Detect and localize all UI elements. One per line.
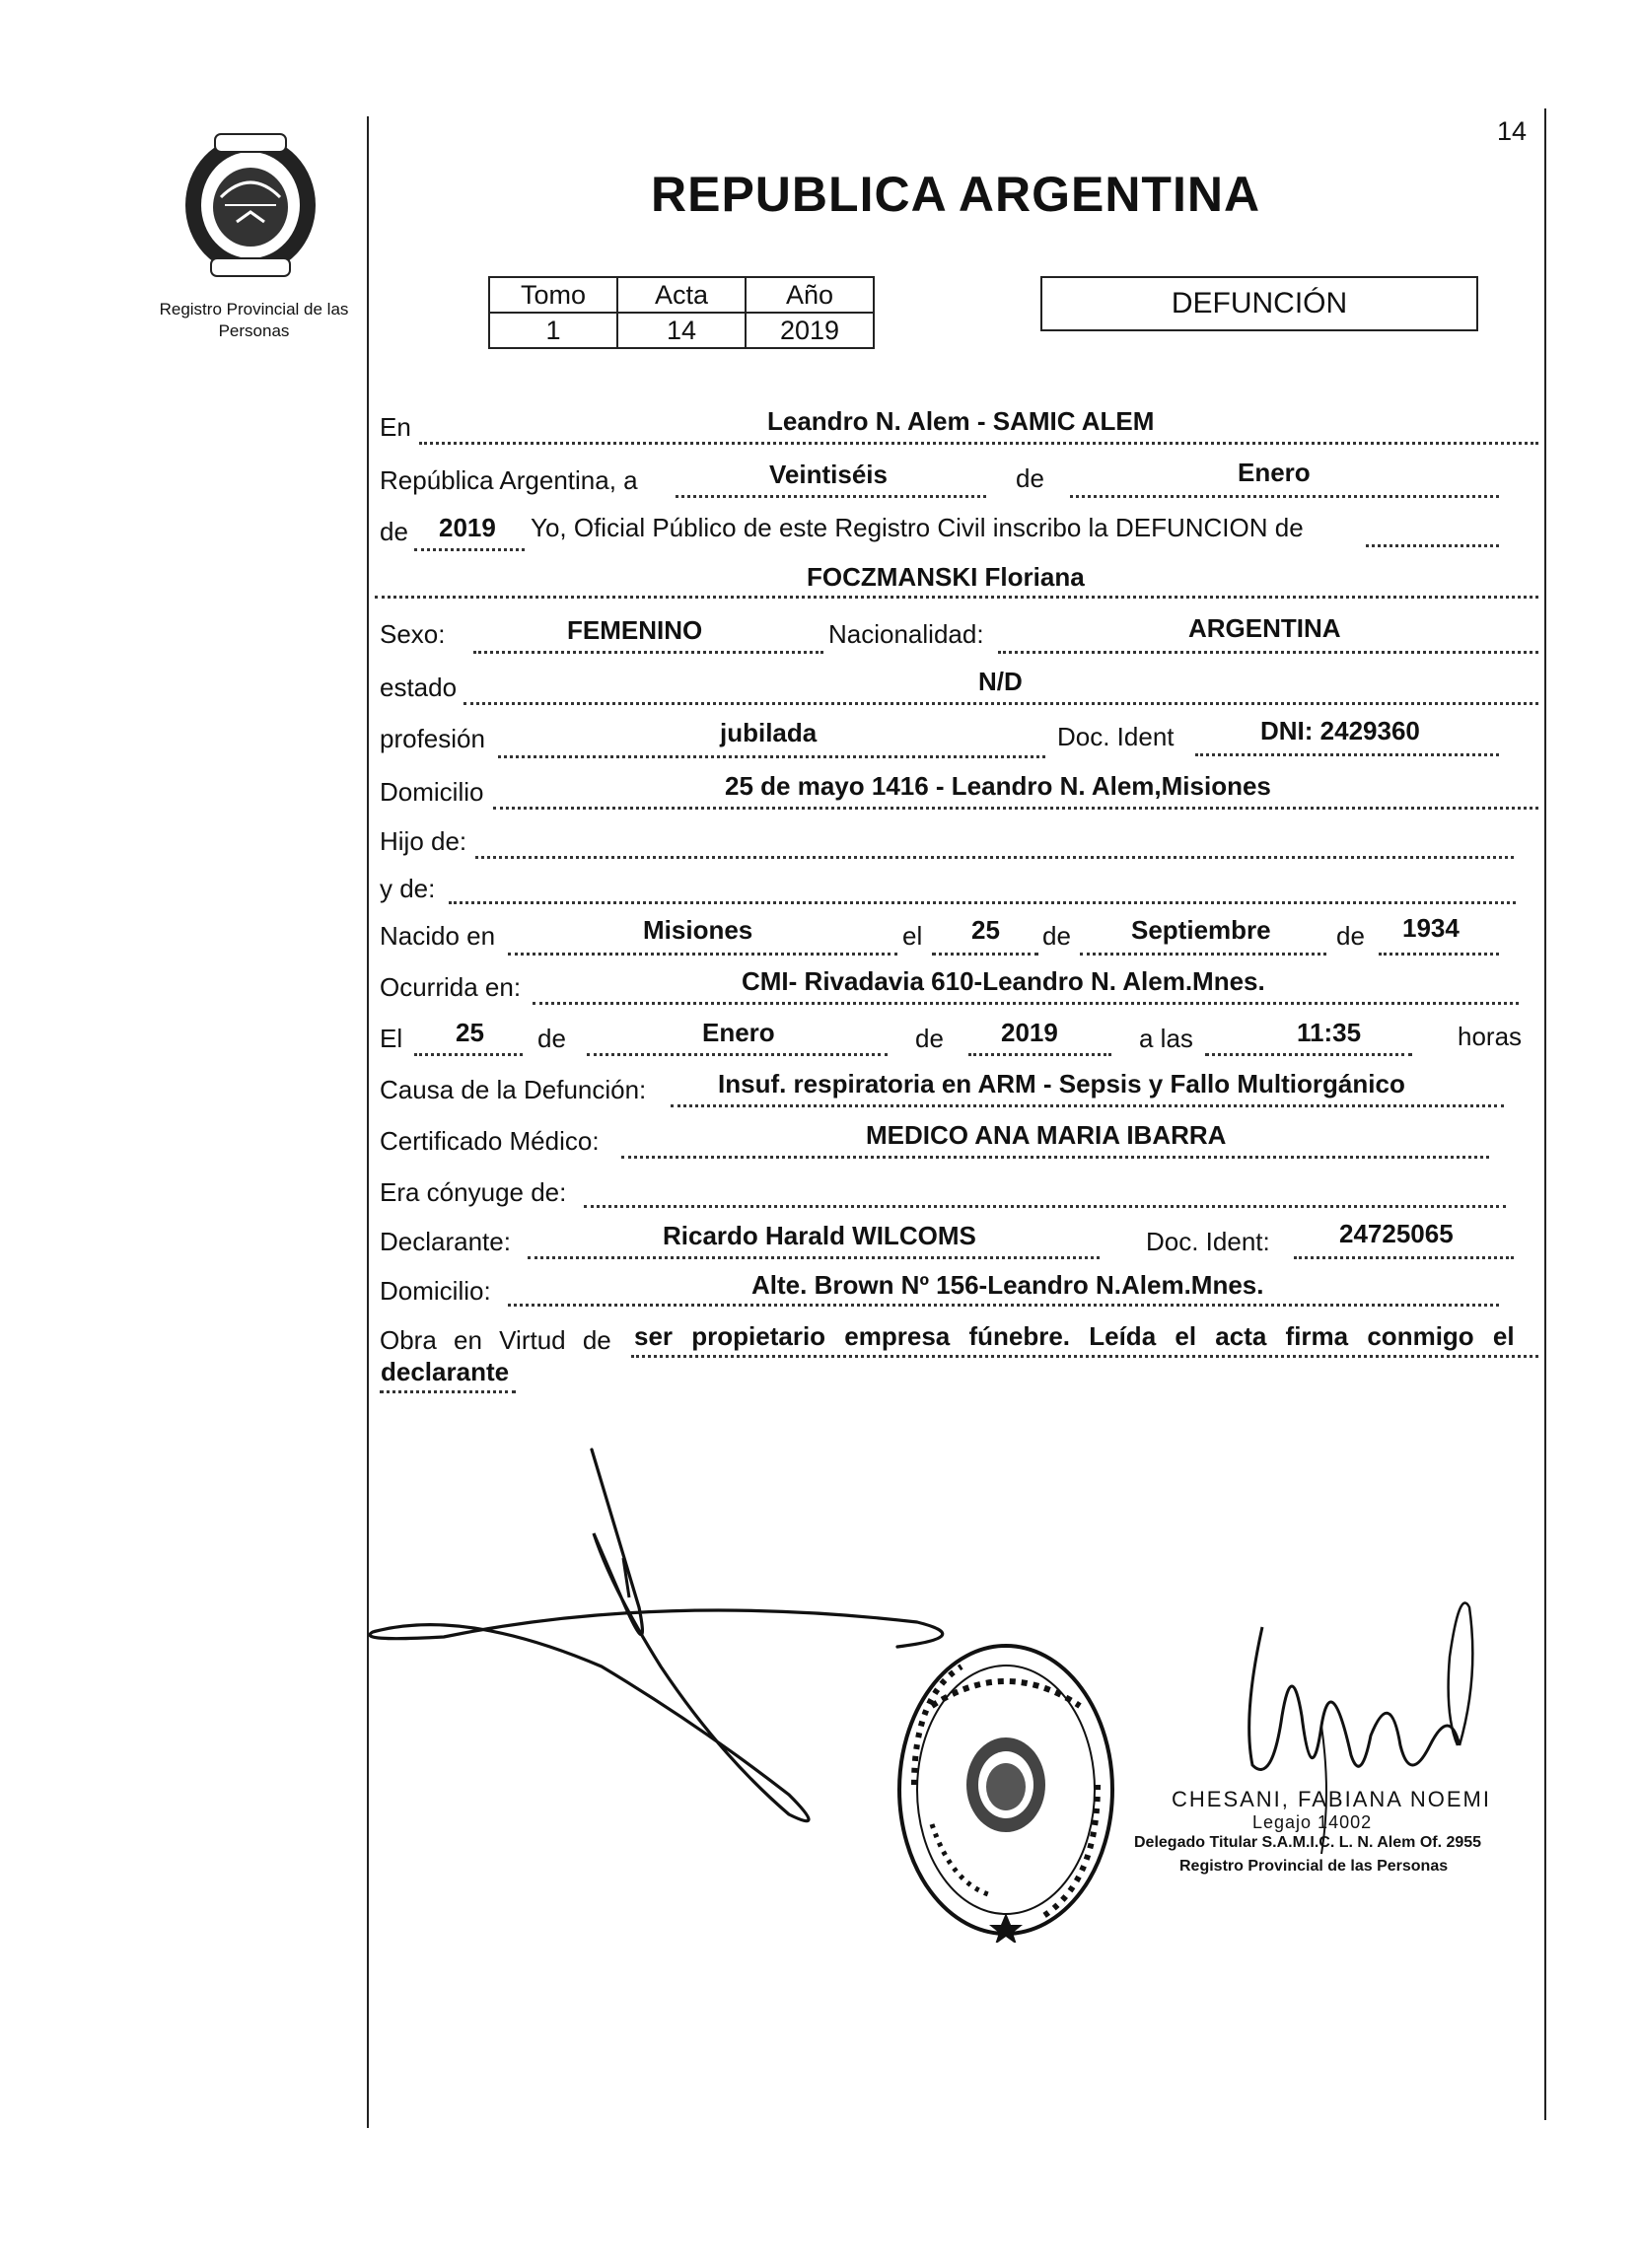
right-margin-line [1544, 108, 1546, 2120]
sexo-value: FEMENINO [567, 615, 703, 645]
el-label: el [902, 921, 923, 951]
dia-texto-value: Veintiséis [769, 460, 888, 489]
nacido-en-value: Misiones [643, 915, 753, 945]
nombre-value: FOCZMANSKI Floriana [807, 562, 1085, 592]
y-de-label: y de: [380, 874, 436, 903]
nacido-anio-line [1379, 953, 1499, 956]
officer-registro: Registro Provincial de las Personas [1179, 1858, 1449, 1875]
obra-line-2 [380, 1390, 516, 1393]
hijo-de-line [475, 856, 1514, 859]
estado-value: N/D [978, 667, 1023, 696]
obra-label: Obra en Virtud de [380, 1325, 611, 1355]
fall-hora-line [1205, 1053, 1412, 1056]
conyuge-line [584, 1205, 1506, 1208]
el-cap-label: El [380, 1024, 403, 1053]
acta-table [488, 276, 875, 349]
fall-mes-line [587, 1053, 888, 1056]
doc-ident-label: Doc. Ident [1057, 722, 1175, 751]
declarante-line [528, 1256, 1100, 1259]
doc-value: DNI: 2429360 [1260, 716, 1420, 745]
tomo-value: 1 [489, 313, 617, 348]
sexo-label: Sexo: [380, 619, 446, 649]
en-label: En [380, 412, 411, 442]
y-de-line [449, 901, 1516, 904]
de-label-6: de [915, 1024, 944, 1053]
officer-name: CHESANI, FABIANA NOEMI [1172, 1787, 1491, 1811]
yo-end-line [1366, 544, 1499, 547]
doc-line [1195, 753, 1499, 756]
nacido-anio-value: 1934 [1402, 913, 1460, 943]
estado-label: estado [380, 673, 458, 702]
domicilio-declarante-value: Alte. Brown Nº 156-Leandro N.Alem.Mnes. [751, 1270, 1264, 1300]
ocurrida-en-label: Ocurrida en: [380, 972, 522, 1002]
certificado-value: MEDICO ANA MARIA IBARRA [866, 1120, 1227, 1150]
nacido-en-line [508, 953, 897, 956]
declarant-signature [365, 1440, 976, 1844]
doc-declarante-line [1294, 1256, 1514, 1259]
mes-value: Enero [1238, 458, 1311, 487]
acta-header: Acta [617, 277, 746, 313]
anio-value: 2019 [746, 313, 874, 348]
nacionalidad-label: Nacionalidad: [828, 619, 984, 649]
de-label-2: de [380, 517, 408, 546]
horas-label: horas [1458, 1022, 1523, 1051]
fall-dia-value: 25 [456, 1018, 484, 1047]
domicilio-declarante-line [508, 1304, 1499, 1307]
hijo-de-label: Hijo de: [380, 826, 467, 856]
document-title: REPUBLICA ARGENTINA [651, 167, 1261, 222]
causa-line [671, 1104, 1504, 1107]
page-number: 14 [1497, 116, 1528, 146]
causa-value: Insuf. respiratoria en ARM - Sepsis y Fallo Multiorgánico [718, 1069, 1405, 1099]
registro-provincial-label: Registro Provincial de las Personas [159, 300, 349, 340]
en-line [419, 442, 1538, 445]
officer-delegado: Delegado Titular S.A.M.I.C. L. N. Alem Of. 2955 [1134, 1834, 1482, 1851]
domicilio-2-label: Domicilio: [380, 1276, 491, 1306]
de-label-3: de [1042, 921, 1071, 951]
ocurrida-en-value: CMI- Rivadavia 610-Leandro N. Alem.Mnes. [742, 966, 1265, 996]
profesion-line [498, 755, 1045, 758]
obra-value-line2: declarante [381, 1357, 510, 1386]
tipo-acta-box: DEFUNCIÓN [1040, 276, 1478, 331]
de-label-1: de [1016, 463, 1044, 493]
a-las-label: a las [1139, 1024, 1193, 1053]
nacionalidad-line [998, 651, 1538, 654]
domicilio-label: Domicilio [380, 777, 484, 807]
acta-value: 14 [617, 313, 746, 348]
estado-line [463, 702, 1538, 705]
oficial-publico-text: Yo, Oficial Público de este Registro Civil inscribo la DEFUNCION de [531, 513, 1304, 542]
doc-ident-2-label: Doc. Ident: [1146, 1227, 1270, 1256]
republica-label: República Argentina, a [380, 465, 638, 495]
causa-label: Causa de la Defunción: [380, 1075, 647, 1104]
domicilio-line [493, 807, 1538, 810]
fall-anio-line [968, 1053, 1111, 1056]
obra-line-1 [631, 1355, 1538, 1358]
certificado-line [621, 1156, 1489, 1159]
fall-hora-value: 11:35 [1297, 1018, 1362, 1047]
nacionalidad-value: ARGENTINA [1188, 613, 1341, 643]
obra-value-line1: ser propietario empresa fúnebre. Leída el acta firma conmigo el [634, 1321, 1515, 1351]
domicilio-value: 25 de mayo 1416 - Leandro N. Alem,Misiones [725, 771, 1271, 801]
nacido-mes-value: Septiembre [1131, 915, 1271, 945]
ocurrida-en-line [533, 1002, 1519, 1005]
sexo-line [473, 651, 823, 654]
de-label-5: de [537, 1024, 566, 1053]
nacido-dia-value: 25 [971, 915, 1000, 945]
province-coat-of-arms-logo [178, 128, 323, 281]
nacido-en-label: Nacido en [380, 921, 496, 951]
anio-value: 2019 [439, 513, 496, 542]
fall-mes-value: Enero [702, 1018, 775, 1047]
nombre-line [375, 596, 1538, 599]
declarante-label: Declarante: [380, 1227, 511, 1256]
fall-dia-line [414, 1053, 523, 1056]
officer-legajo: Legajo 14002 [1252, 1812, 1373, 1832]
anio-header: Año [746, 277, 874, 313]
nacido-dia-line [932, 953, 1038, 956]
certificado-label: Certificado Médico: [380, 1126, 600, 1156]
de-label-4: de [1336, 921, 1365, 951]
anio-line [414, 548, 525, 551]
lugar-value: Leandro N. Alem - SAMIC ALEM [767, 406, 1155, 436]
registry-official-seal [892, 1637, 1119, 1943]
profesion-value: jubilada [720, 718, 818, 747]
declarante-value: Ricardo Harald WILCOMS [663, 1221, 976, 1250]
dia-line [676, 495, 986, 498]
doc-declarante-value: 24725065 [1339, 1219, 1454, 1248]
tomo-header: Tomo [489, 277, 617, 313]
profesion-label: profesión [380, 724, 485, 753]
conyuge-label: Era cónyuge de: [380, 1177, 567, 1207]
mes-line [1070, 495, 1499, 498]
nacido-mes-line [1080, 953, 1326, 956]
fall-anio-value: 2019 [1001, 1018, 1058, 1047]
